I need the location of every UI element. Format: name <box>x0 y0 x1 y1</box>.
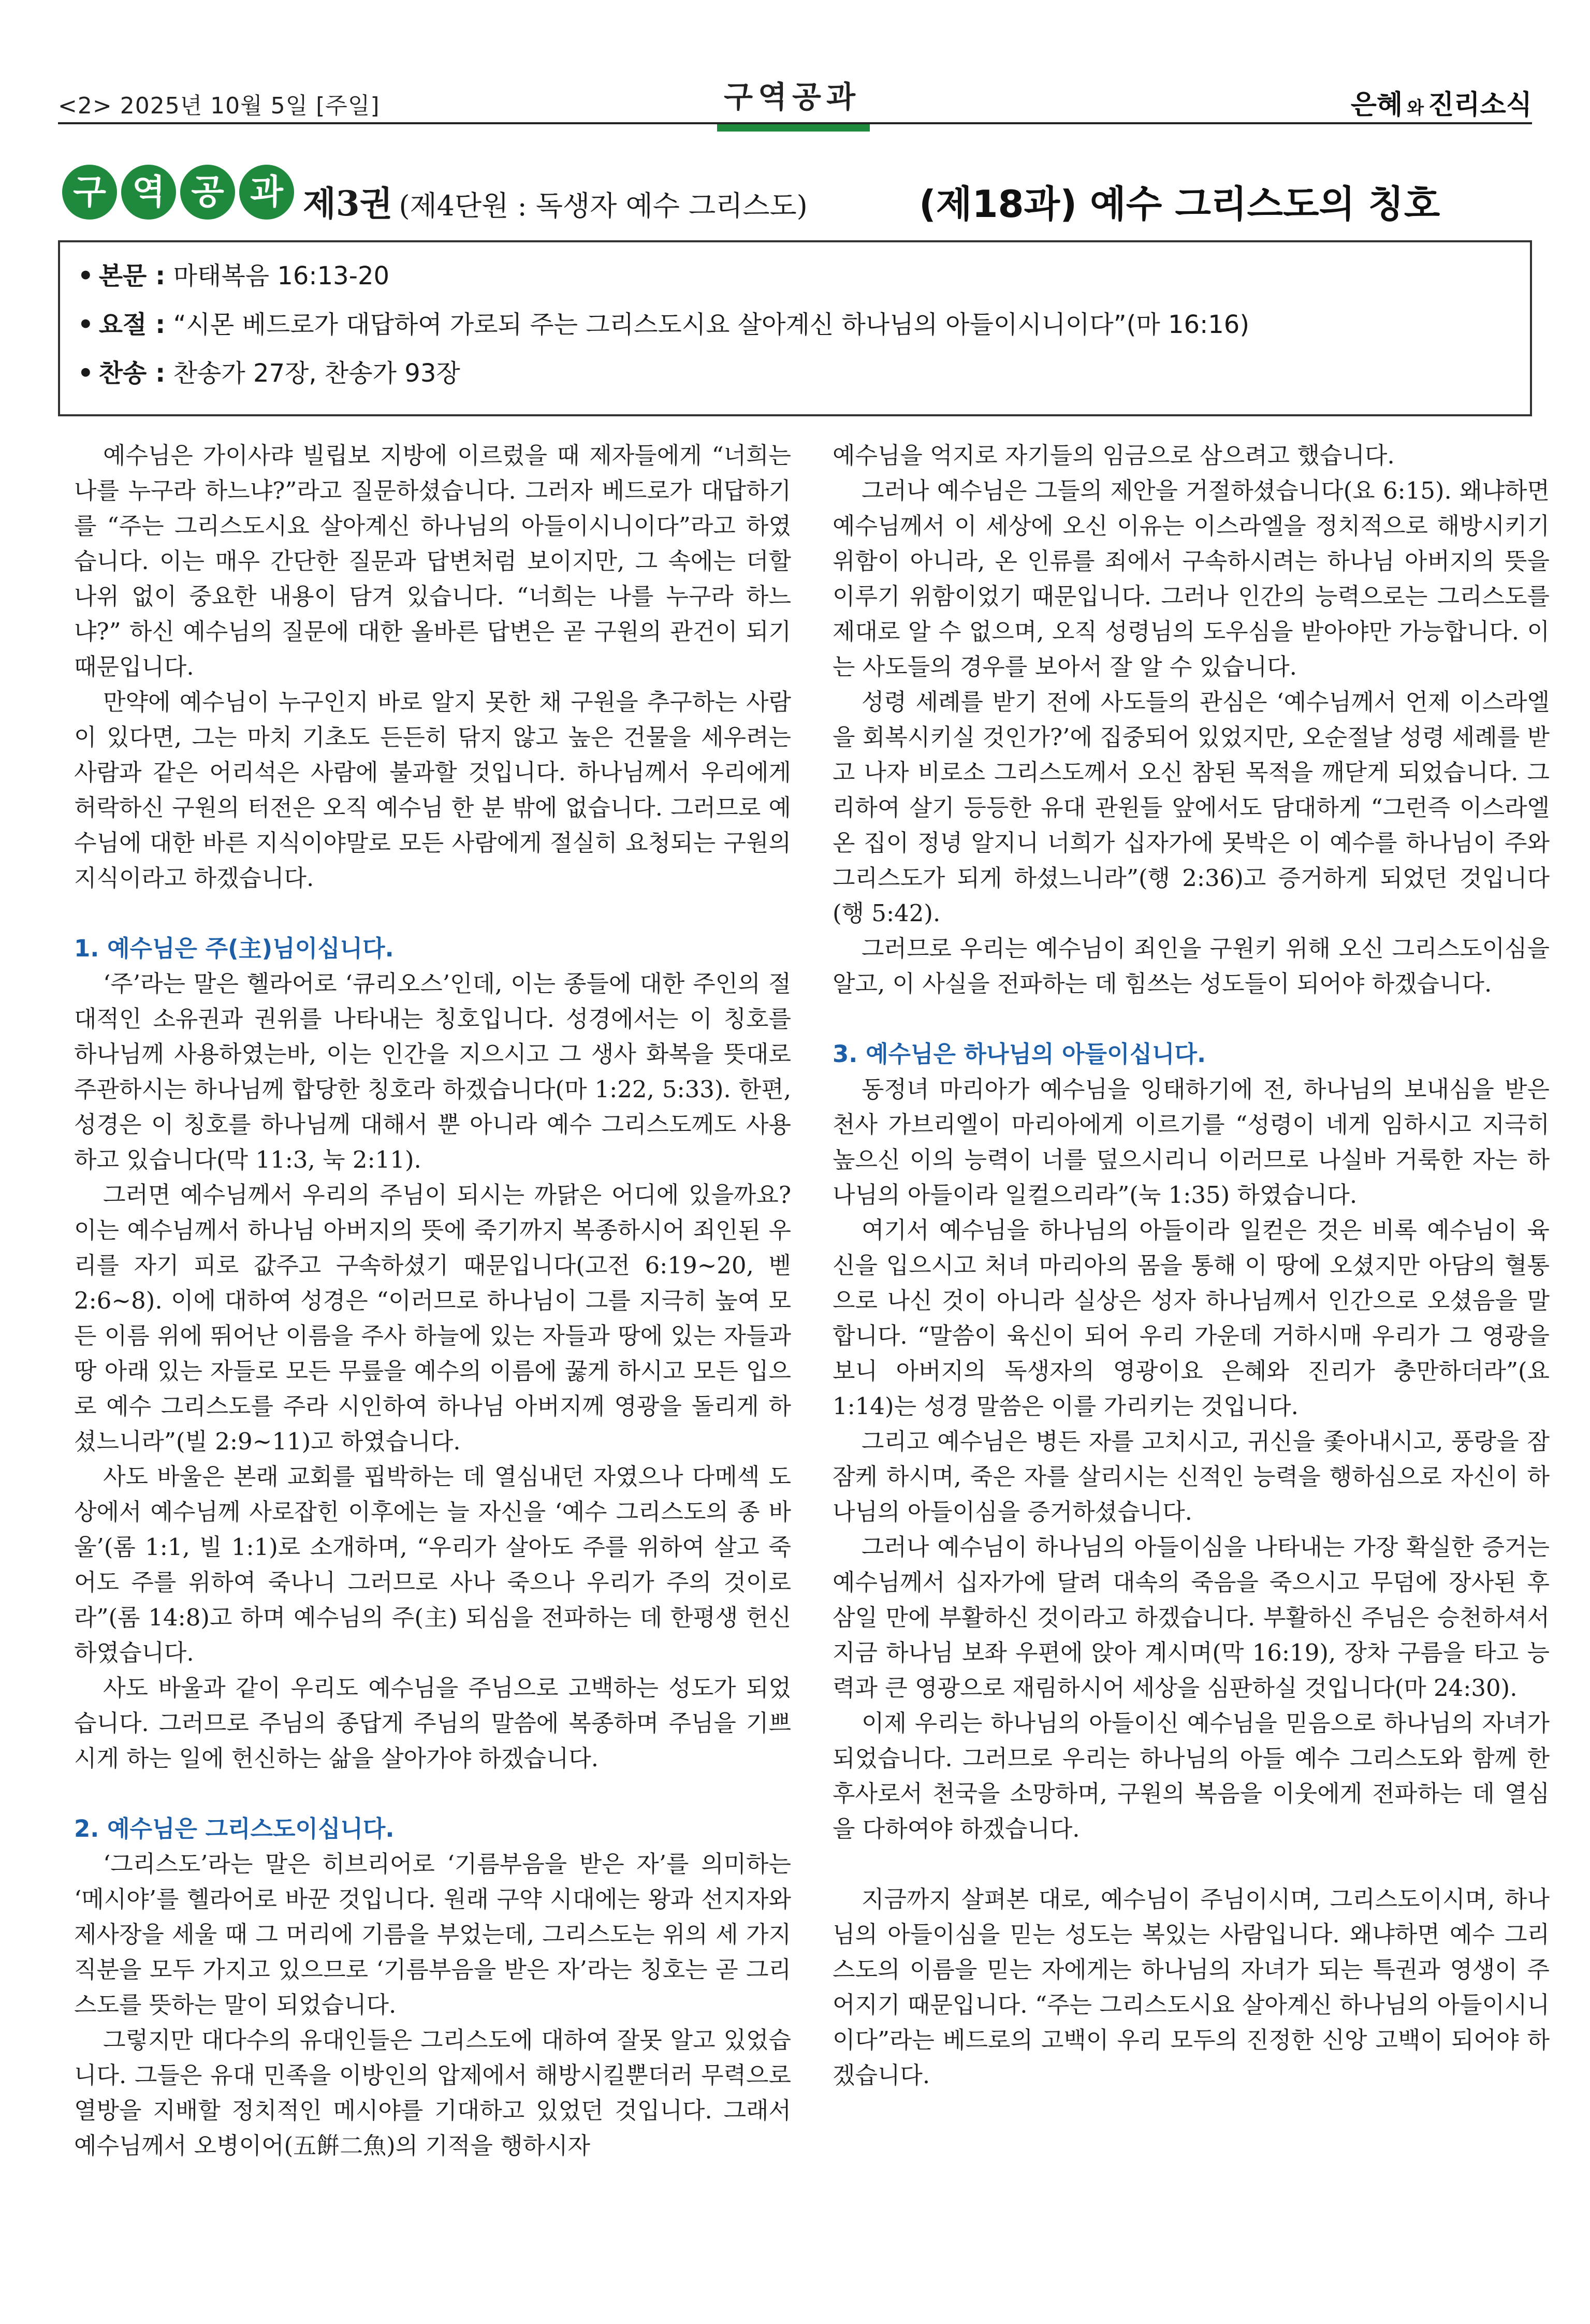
badge-char: 과 <box>239 165 294 220</box>
body-paragraph: 동정녀 마리아가 예수님을 잉태하기에 전, 하나님의 보내심을 받은 천사 가브리엘이 마리아에게 이르기를 “성령이 네게 임하시고 지극히 높으신 이의 능력이 너를 덮으시리니 이러므로 나실바 거룩한 자는 하나님의 아들이라 일컬으리라”(눅 1:35) 하였습니다. <box>833 1076 1550 1209</box>
body-paragraph: 사도 바울과 같이 우리도 예수님을 주님으로 고백하는 성도가 되었습니다. 그러므로 주님의 종답게 주님의 말씀에 복종하며 주님을 기쁘시게 하는 일에 헌신하는 삶을 살아가야 하겠습니다. <box>74 1674 791 1772</box>
series-title <box>303 176 808 225</box>
section-badges <box>62 165 294 220</box>
body-paragraph: 이제 우리는 하나님의 아들이신 예수님을 믿음으로 하나님의 자녀가 되었습니다. 그러므로 우리는 하나님의 아들 예수 그리스도와 함께 한 후사로서 천국을 소망하며, 구원의 복음을 이웃에게 전파하는 데 열심을 다하여야 하겠습니다. <box>833 1709 1550 1842</box>
section-heading-1: 1. 예수님은 주(主)님이십니다. <box>74 935 394 962</box>
section-heading-2: 2. 예수님은 그리스도이십니다. <box>74 1815 395 1842</box>
brand-conjunction: 와 <box>1407 98 1424 119</box>
badge-char: 역 <box>121 165 176 220</box>
header-rule <box>58 122 1532 124</box>
lesson-info-box <box>58 240 1532 416</box>
hymn-label: 찬송 : <box>98 359 166 388</box>
intro-paragraph: 만약에 예수님이 누구인지 바로 알지 못한 채 구원을 추구하는 사람이 있다면, 그는 마치 기초도 든든히 닦지 않고 높은 건물을 세우려는 사람과 같은 어리석은 사람에 불과할 것입니다. 하나님께서 우리에게 허락하신 구원의 터전은 오직 예수님 한 분 밖에 없습니다. 그러므로 예수님에 대한 바른 지식이야말로 모든 사람에게 절실히 요청되는 구원의 지식이라고 하겠습니다. <box>74 688 791 892</box>
scripture-value: 마태복음 16:13-20 <box>173 262 390 290</box>
body-paragraph: 그렇지만 대다수의 유대인들은 그리스도에 대하여 잘못 알고 있었습니다. 그들은 유대 민족을 이방인의 압제에서 해방시킬뿐더러 무력으로 열방을 지배할 정치적인 메시야를 기대하고 있었던 것입니다. 그래서 예수님께서 오병이어(五餠二魚)의 기적을 행하시자 <box>74 2026 791 2159</box>
body-paragraph: 그러므로 우리는 예수님이 죄인을 구원키 위해 오신 그리스도이심을 알고, 이 사실을 전파하는 데 힘쓰는 성도들이 되어야 하겠습니다. <box>833 935 1550 997</box>
lesson-title: (제18과) 예수 그리스도의 칭호 <box>919 182 1440 226</box>
bullet: • <box>78 310 94 339</box>
left-column <box>74 438 791 2163</box>
series-volume: 제3권 <box>303 183 393 224</box>
info-scripture <box>78 260 1530 309</box>
publication-brand <box>1351 83 1532 122</box>
body-paragraph: 그러나 예수님이 하나님의 아들이심을 나타내는 가장 확실한 증거는 예수님께서 십자가에 달려 대속의 죽음을 죽으시고 무덤에 장사된 후 삼일 만에 부활하신 것이라고 하겠습니다. 부활하신 주님은 승천하셔서 지금 하나님 보좌 우편에 앉아 계시며(막 16:19), 장차 구름을 타고 능력과 큰 영광으로 재림하시어 세상을 심판하실 것입니다(마 24:30). <box>833 1533 1550 1702</box>
body-paragraph: ‘그리스도’라는 말은 히브리어로 ‘기름부음을 받은 자’를 의미하는 ‘메시야’를 헬라어로 바꾼 것입니다. 원래 구약 시대에는 왕과 선지자와 제사장을 세울 때 그 머리에 기름을 부었는데, 그리스도는 위의 세 가지 직분을 모두 가지고 있으므로 ‘기름부음을 받은 자’라는 칭호는 곧 그리스도를 뜻하는 말이 되었습니다. <box>74 1850 791 2018</box>
intro-paragraph: 예수님은 가이사랴 빌립보 지방에 이르렀을 때 제자들에게 “너희는 나를 누구라 하느냐?”라고 질문하셨습니다. 그러자 베드로가 대답하기를 “주는 그리스도시요 살아계신 하나님의 아들이시니이다”라고 하였습니다. 이는 매우 간단한 질문과 답변처럼 보이지만, 그 속에는 더할 나위 없이 중요한 내용이 담겨 있습니다. “너희는 나를 누구라 하느냐?” 하신 예수님의 질문에 대한 올바른 답변은 곧 구원의 관건이 되기 때문입니다. <box>74 442 791 680</box>
key-verse-value: “시몬 베드로가 대답하여 가로되 주는 그리스도시요 살아계신 하나님의 아들이시니이다”(마 16:16) <box>173 310 1250 339</box>
body-paragraph: 사도 바울은 본래 교회를 핍박하는 데 열심내던 자였으나 다메섹 도상에서 예수님께 사로잡힌 이후에는 늘 자신을 ‘예수 그리스도의 종 바울’(롬 1:1, 빌 1:1)로 소개하며, “우리가 살아도 주를 위하여 살고 죽어도 주를 위하여 죽나니 그러므로 사나 죽으나 우리가 주의 것이로라”(롬 14:8)고 하며 예수님의 주(主) 되심을 전파하는 데 한평생 헌신하였습니다. <box>74 1463 791 1666</box>
badge-char: 공 <box>180 165 235 220</box>
body-paragraph: 성령 세례를 받기 전에 사도들의 관심은 ‘예수님께서 언제 이스라엘을 회복시키실 것인가?’에 집중되어 있었지만, 오순절날 성령 세례를 받고 나자 비로소 그리스도께서 오신 참된 목적을 깨닫게 되었습니다. 그리하여 살기 등등한 유대 관원들 앞에서도 담대하게 “그런즉 이스라엘 온 집이 정녕 알지니 너희가 십자가에 못박은 이 예수를 하나님이 주와 그리스도가 되게 하셨느니라”(행 2:36)고 증거하게 되었던 것입니다(행 5:42). <box>833 688 1550 927</box>
badge-char: 구 <box>62 165 117 220</box>
body-paragraph: ‘주’라는 말은 헬라어로 ‘큐리오스’인데, 이는 종들에 대한 주인의 절대적인 소유권과 권위를 나타내는 칭호입니다. 성경에서는 이 칭호를 하나님께 사용하였는바, 이는 인간을 지으시고 그 생사 화복을 뜻대로 주관하시는 하나님께 합당한 칭호라 하겠습니다(마 1:22, 5:33). 한편, 성경은 이 칭호를 하나님께 대해서 뿐 아니라 예수 그리스도께도 사용하고 있습니다(막 11:3, 눅 2:11). <box>74 970 791 1173</box>
series-unit: (제4단원 : 독생자 예수 그리스도) <box>399 190 808 222</box>
brand-part-b: 진리소식 <box>1428 90 1532 121</box>
section-title: 구역공과 <box>723 79 861 114</box>
continued-paragraph: 예수님을 억지로 자기들의 임금으로 삼으려고 했습니다. <box>833 442 1395 469</box>
body-paragraph: 그리고 예수님은 병든 자를 고치시고, 귀신을 좇아내시고, 풍랑을 잠잠케 하시며, 죽은 자를 살리시는 신적인 능력을 행하심으로 자신이 하나님의 아들이심을 증거하셨습니다. <box>833 1428 1550 1526</box>
brand-part-a: 은혜 <box>1350 90 1403 121</box>
info-hymn <box>78 357 1530 406</box>
info-key-verse <box>78 309 1530 357</box>
scripture-label: 본문 : <box>98 262 166 290</box>
bullet: • <box>78 359 94 388</box>
body-paragraph: 그러면 예수님께서 우리의 주님이 되시는 까닭은 어디에 있을까요? 이는 예수님께서 하나님 아버지의 뜻에 죽기까지 복종하시어 죄인된 우리를 자기 피로 값주고 구속하셨기 때문입니다(고전 6:19∼20, 벧 2:6∼8). 이에 대하여 성경은 “이러므로 하나님이 그를 지극히 높여 모든 이름 위에 뛰어난 이름을 주사 하늘에 있는 자들과 땅에 있는 자들과 땅 아래 있는 자들로 모든 무릎을 예수의 이름에 꿇게 하시고 모든 입으로 예수 그리스도를 주라 시인하여 하나님 아버지께 영광을 돌리게 하셨느니라”(빌 2:9∼11)고 하였습니다. <box>74 1181 791 1455</box>
hymn-value: 찬송가 27장, 찬송가 93장 <box>173 359 460 388</box>
right-column <box>833 438 1550 2093</box>
conclusion-paragraph: 지금까지 살펴본 대로, 예수님이 주님이시며, 그리스도이시며, 하나님의 아들이심을 믿는 성도는 복있는 사람입니다. 왜냐하면 예수 그리스도의 이름을 믿는 자에게는 하나님의 자녀가 되는 특권과 영생이 주어지기 때문입니다. “주는 그리스도시요 살아계신 하나님의 아들이시니이다”라는 베드로의 고백이 우리 모두의 진정한 신앙 고백이 되어야 하겠습니다. <box>833 1885 1550 2089</box>
section-heading-3: 3. 예수님은 하나님의 아들이십니다. <box>833 1040 1206 1068</box>
body-paragraph: 여기서 예수님을 하나님의 아들이라 일컫은 것은 비록 예수님이 육신을 입으시고 처녀 마리아의 몸을 통해 이 땅에 오셨지만 아담의 혈통으로 나신 것이 아니라 실상은 성자 하나님께서 인간으로 오셨음을 말합니다. “말씀이 육신이 되어 우리 가운데 거하시매 우리가 그 영광을 보니 아버지의 독생자의 영광이요 은혜와 진리가 충만하더라”(요 1:14)는 성경 말씀은 이를 가리키는 것입니다. <box>833 1216 1550 1420</box>
paragraph-gap <box>833 1847 1550 1882</box>
key-verse-label: 요절 : <box>98 310 166 339</box>
body-paragraph: 그러나 예수님은 그들의 제안을 거절하셨습니다(요 6:15). 왜냐하면 예수님께서 이 세상에 오신 이유는 이스라엘을 정치적으로 해방시키기 위함이 아니라, 온 인류를 죄에서 구속하시려는 하나님 아버지의 뜻을 이루기 위함이었기 때문입니다. 그러나 인간의 능력으로는 그리스도를 제대로 알 수 없으며, 오직 성령님의 도우심을 받아야만 가능합니다. 이는 사도들의 경우를 보아서 잘 알 수 있습니다. <box>833 477 1550 680</box>
page-date: <2> 2025년 10월 5일 [주일] <box>58 93 380 119</box>
bullet: • <box>78 262 94 290</box>
